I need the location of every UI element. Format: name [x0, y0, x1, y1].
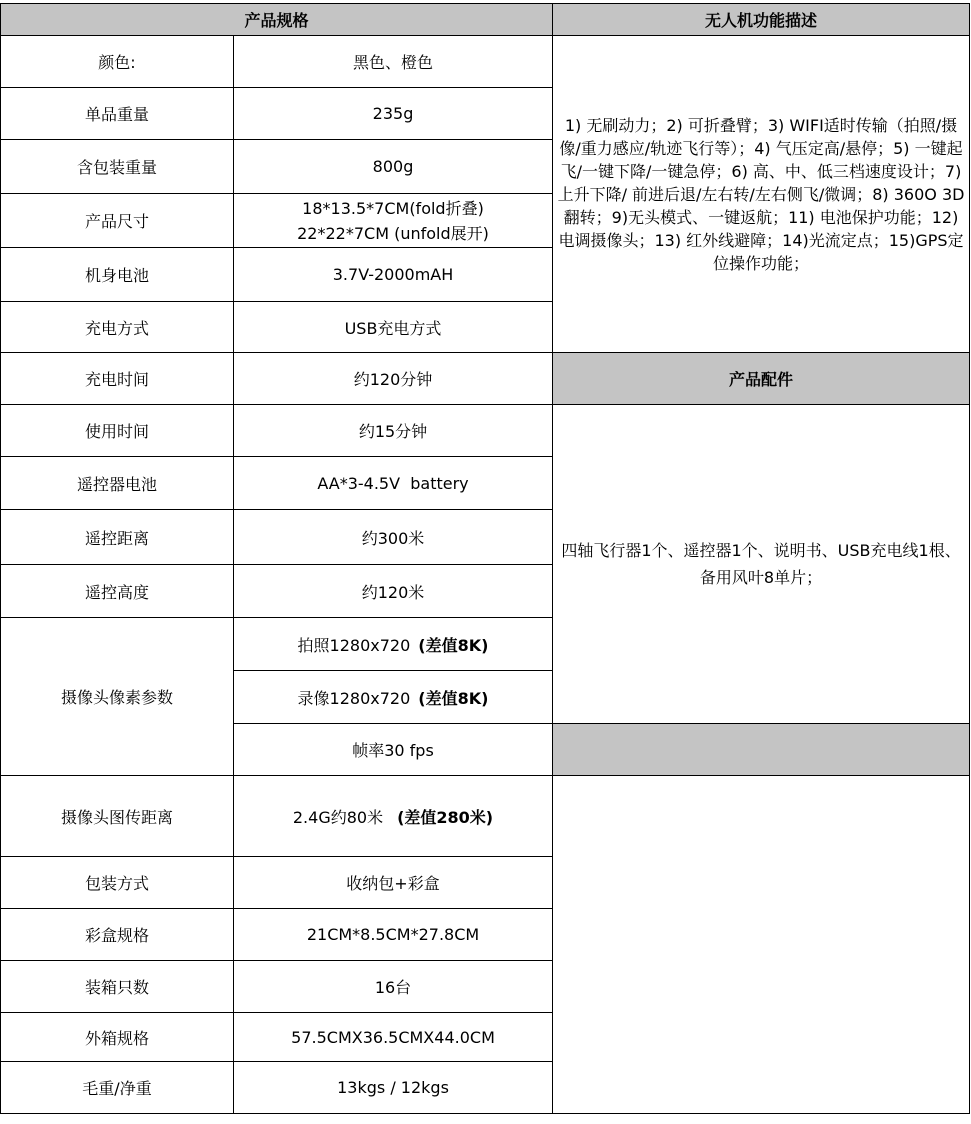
features-text: 1) 无刷动力；2) 可折叠臂；3) WIFI适时传输（拍照/摄像/重力感应/轨迹飞行等）；4) 气压定高/悬停；5) 一键起飞/一键下降/一键急停；6) 高、中、低三档速度设计；7) 上升下降/ 前进后退/左右转/左右侧飞/微调；8) 360O 3D翻转；9)无头模式、一键返航；11) 电池保护功能；12) 电调摄像头；13) 红外线避障；14)光流定点；15)GPS定位操作功能； [553, 36, 970, 353]
row-value: 录像1280x720 (差值8K) [234, 671, 553, 724]
row-value: 3.7V-2000mAH [234, 248, 553, 302]
row-value: 16台 [234, 961, 553, 1013]
row-value: 57.5CMX36.5CMX44.0CM [234, 1013, 553, 1062]
gray-filler-cell [553, 724, 970, 776]
row-label: 遥控高度 [1, 565, 234, 618]
row-value: 约300米 [234, 510, 553, 565]
row-label: 产品尺寸 [1, 194, 234, 248]
table-row [1, 776, 970, 857]
header-row [1, 4, 970, 36]
empty-cell [553, 776, 970, 1114]
row-value: 帧率30 fps [234, 724, 553, 776]
row-label: 单品重量 [1, 88, 234, 140]
row-value: 约15分钟 [234, 405, 553, 457]
row-label: 遥控距离 [1, 510, 234, 565]
row-label: 摄像头图传距离 [1, 776, 234, 857]
bold-note: (差值8K) [418, 688, 489, 708]
product-spec-sheet [0, 3, 970, 1114]
row-label: 充电方式 [1, 302, 234, 353]
row-label-camera-pixels: 摄像头像素参数 [1, 618, 234, 776]
row-label: 彩盒规格 [1, 909, 234, 961]
row-label: 使用时间 [1, 405, 234, 457]
row-label: 装箱只数 [1, 961, 234, 1013]
row-label: 外箱规格 [1, 1013, 234, 1062]
spec-table-title: 产品规格 [1, 4, 553, 36]
table-row [1, 36, 970, 88]
row-label: 毛重/净重 [1, 1062, 234, 1114]
accessories-text: 四轴飞行器1个、遥控器1个、说明书、USB充电线1根、备用风叶8单片； [553, 405, 970, 724]
row-value: 235g [234, 88, 553, 140]
row-label: 充电时间 [1, 353, 234, 405]
bold-note: (差值280米) [397, 807, 494, 827]
table-row [1, 353, 970, 405]
features-title: 无人机功能描述 [553, 4, 970, 36]
bold-note: (差值8K) [418, 635, 489, 655]
row-label: 包装方式 [1, 857, 234, 909]
table-row [1, 405, 970, 457]
row-value: 收纳包+彩盒 [234, 857, 553, 909]
row-value: 18*13.5*7CM(fold折叠) 22*22*7CM (unfold展开) [234, 194, 553, 248]
row-value: 约120米 [234, 565, 553, 618]
row-value: 约120分钟 [234, 353, 553, 405]
row-value: 21CM*8.5CM*27.8CM [234, 909, 553, 961]
row-value: AA*3-4.5V battery [234, 457, 553, 510]
row-value: 拍照1280x720 (差值8K) [234, 618, 553, 671]
row-label: 含包装重量 [1, 140, 234, 194]
row-label: 机身电池 [1, 248, 234, 302]
row-value: 800g [234, 140, 553, 194]
row-value: 2.4G约80米 (差值280米) [234, 776, 553, 857]
row-label: 颜色: [1, 36, 234, 88]
row-value: 黑色、橙色 [234, 36, 553, 88]
row-label: 遥控器电池 [1, 457, 234, 510]
accessories-title: 产品配件 [553, 353, 970, 405]
row-value: USB充电方式 [234, 302, 553, 353]
row-value: 13kgs / 12kgs [234, 1062, 553, 1114]
